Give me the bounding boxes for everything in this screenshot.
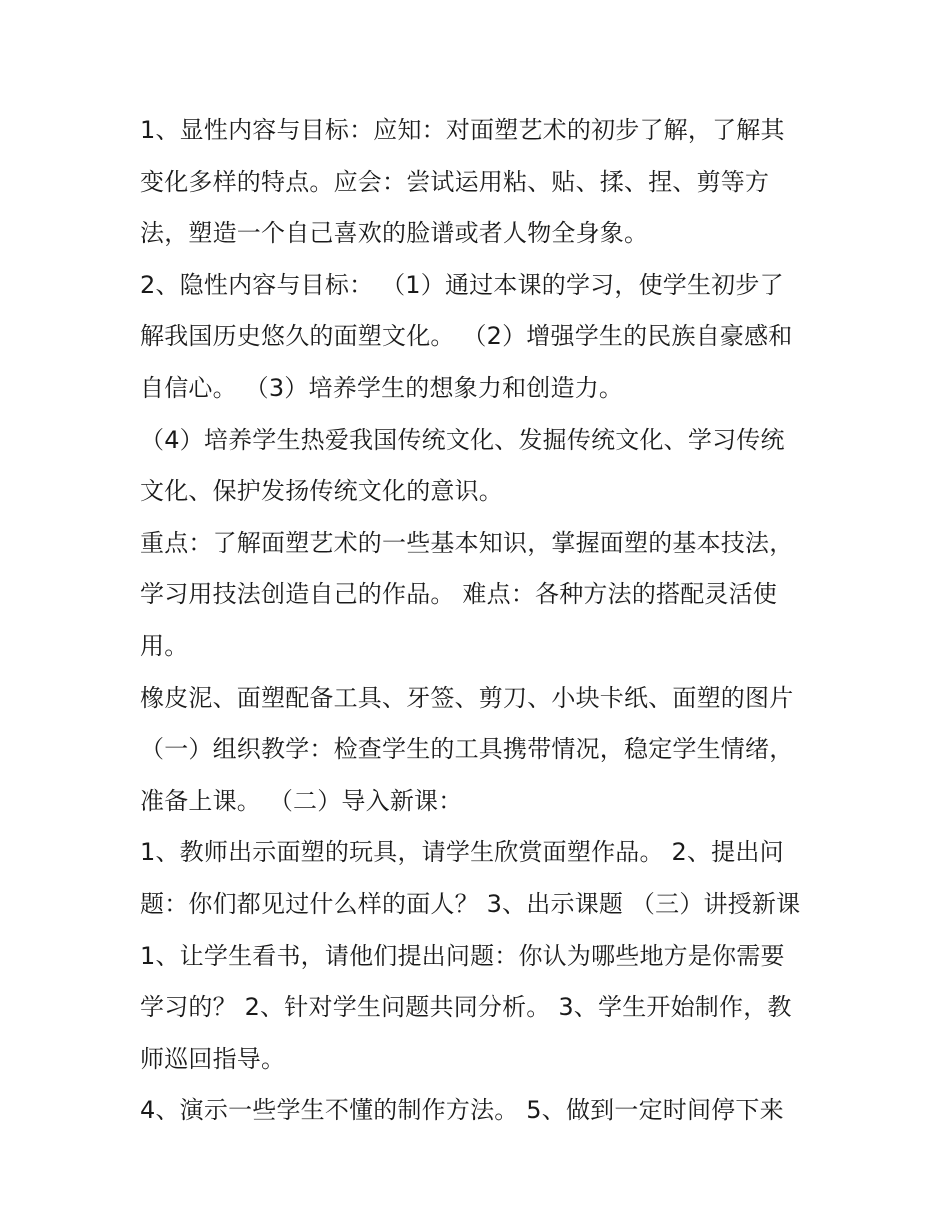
text-line: 重点：了解面塑艺术的一些基本知识，掌握面塑的基本技法， bbox=[140, 528, 794, 557]
text-line: （一）组织教学：检查学生的工具携带情况，稳定学生情绪， bbox=[140, 735, 794, 764]
text-line: 4、演示一些学生不懂的制作方法。 5、做到一定时间停下来 bbox=[140, 1096, 784, 1125]
text-line: 文化、保护发扬传统文化的意识。 bbox=[140, 477, 503, 506]
text-line: 题：你们都见过什么样的面人？ 3、出示课题 （三）讲授新课 bbox=[140, 889, 801, 918]
text-line: 师巡回指导。 bbox=[140, 1044, 286, 1073]
text-line: 1、教师出示面塑的玩具，请学生欣赏面塑作品。 2、提出问 bbox=[140, 838, 784, 867]
text-line: 学习用技法创造自己的作品。 难点：各种方法的搭配灵活使 bbox=[140, 580, 778, 609]
text-line: 变化多样的特点。应会：尝试运用粘、贴、揉、捏、剪等方 bbox=[140, 167, 770, 196]
text-line: 法，塑造一个自己喜欢的脸谱或者人物全身象。 bbox=[140, 219, 649, 248]
text-line: 1、让学生看书，请他们提出问题：你认为哪些地方是你需要 bbox=[140, 941, 785, 970]
text-line: （4）培养学生热爱我国传统文化、发掘传统文化、学习传统 bbox=[140, 425, 785, 454]
text-line: 1、显性内容与目标：应知：对面塑艺术的初步了解，了解其 bbox=[140, 116, 785, 144]
text-line: 学习的？ 2、针对学生问题共同分析。 3、学生开始制作，教 bbox=[140, 993, 792, 1022]
text-line: 自信心。 （3）培养学生的想象力和创造力。 bbox=[140, 373, 624, 402]
text-line: 准备上课。 （二）导入新课： bbox=[140, 786, 463, 815]
text-line: 2、隐性内容与目标： （1）通过本课的学习，使学生初步了 bbox=[140, 270, 784, 299]
text-line: 橡皮泥、面塑配备工具、牙签、剪刀、小块卡纸、面塑的图片 bbox=[140, 683, 794, 712]
document-body bbox=[140, 105, 830, 1137]
text-line: 用。 bbox=[140, 631, 189, 660]
text-line: 解我国历史悠久的面塑文化。 （2）增强学生的民族自豪感和 bbox=[140, 322, 793, 351]
